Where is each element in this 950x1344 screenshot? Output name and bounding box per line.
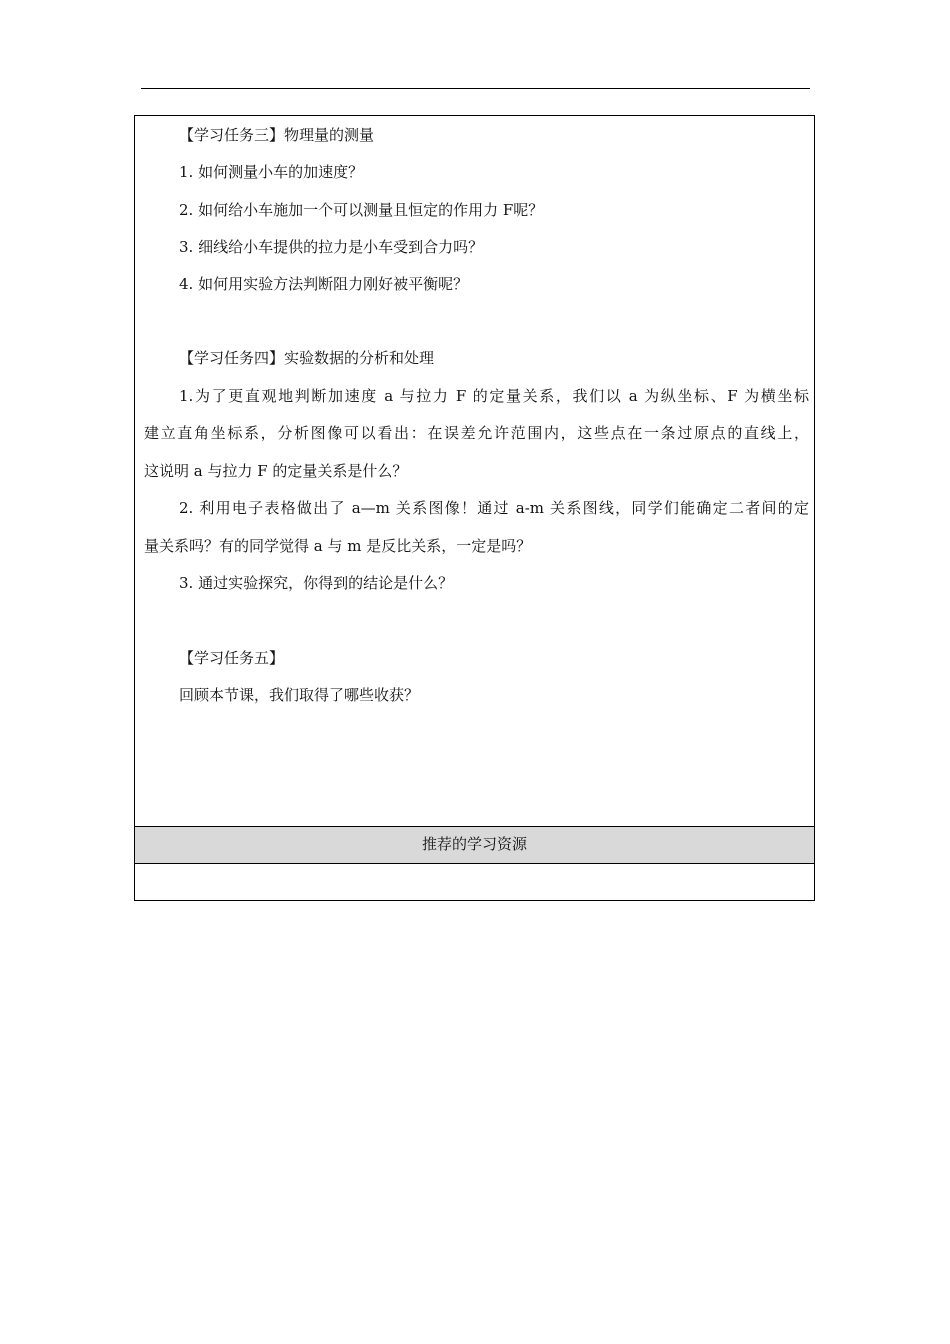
task5-prompt: 回顾本节课，我们取得了哪些收获？ (179, 686, 420, 704)
worksheet-table (134, 115, 815, 901)
task4-heading: 【学习任务四】实验数据的分析和处理 (179, 349, 435, 367)
tasks-cell (135, 116, 814, 826)
task3-item-2: 2. 如何给小车施加一个可以测量且恒定的作用力 F呢？ (179, 201, 544, 219)
task3-item-4: 4. 如何用实验方法判断阻力刚好被平衡呢？ (179, 275, 469, 293)
header-rule (141, 88, 810, 89)
task3-item-3: 3. 细线给小车提供的拉力是小车受到合力吗？ (179, 238, 484, 256)
resources-content-cell (135, 864, 814, 900)
task4-q2-line-1: 2. 利用电子表格做出了 a—m 关系图像！通过 a-m 关系图线，同学们能确定二者间的定 (179, 499, 809, 517)
task4-q1-line-2: 建立直角坐标系，分析图像可以看出：在误差允许范围内，这些点在一条过原点的直线上， (144, 424, 809, 442)
task3-heading: 【学习任务三】物理量的测量 (179, 126, 375, 144)
resources-header: 推荐的学习资源 (135, 826, 814, 864)
task4-q1-line-3: 这说明 a 与拉力 F 的定量关系是什么？ (144, 462, 408, 480)
task4-q1-line-1: 1.为了更直观地判断加速度 a 与拉力 F 的定量关系，我们以 a 为纵坐标、F 为横坐标 (179, 387, 809, 405)
task4-q3: 3. 通过实验探究，你得到的结论是什么？ (179, 574, 454, 592)
task5-heading: 【学习任务五】 (179, 649, 285, 667)
task3-item-1: 1. 如何测量小车的加速度？ (179, 163, 364, 181)
task4-q2-line-2: 量关系吗？有的同学觉得 a 与 m 是反比关系，一定是吗？ (144, 537, 532, 555)
